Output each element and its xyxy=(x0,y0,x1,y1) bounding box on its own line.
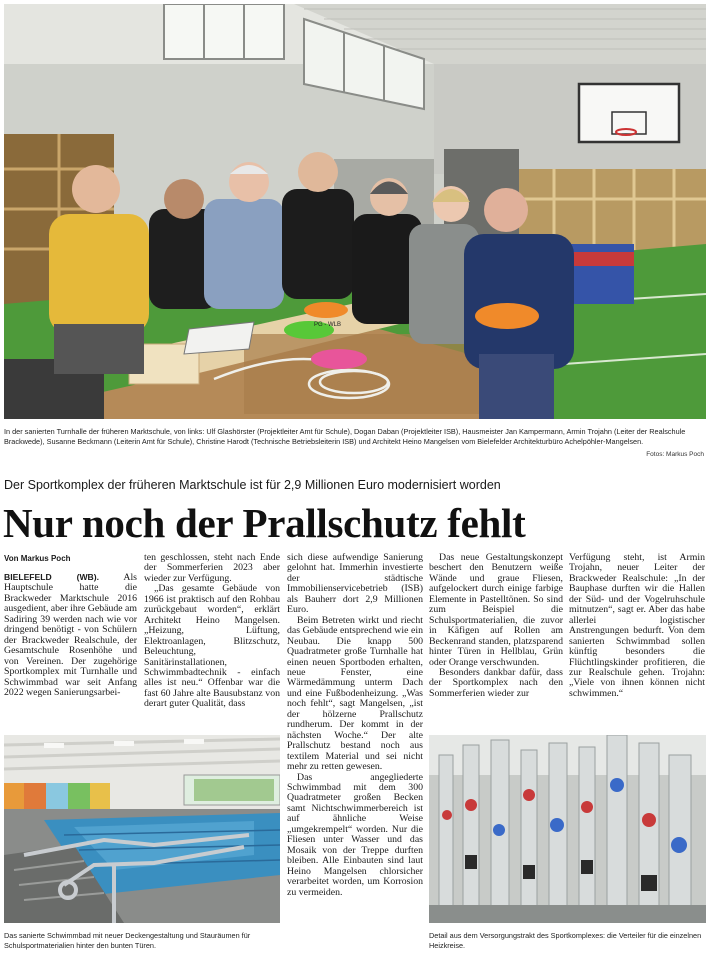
column-5: Verfügung steht, ist Armin Trojahn, neuer Leiter der Brackweder Realschule: „In der Bauphase durften wir die Hallen der Süd- und der Vogelruhschule mitnutzen“, sagt er. Aber das habe allerlei logistischer Anstrengungen bedurft. Von dem sanierten Schwimmbad sollen künftig besonders die Flüchtlingskinder profitieren, die zur Realschule gehen. Trojahn: „Viele von ihnen können nicht schwimmen.“ xyxy=(569,552,705,699)
dateline: BIELEFELD (WB). xyxy=(4,572,100,582)
pool-photo xyxy=(4,735,280,923)
pool-photo-caption: Das sanierte Schwimmbad mit neuer Deckengestaltung und Stauräumen für Schulsportmaterialien hinter den bunten Türen. xyxy=(4,931,251,950)
column-2: ten geschlossen, steht nach Ende der Sommerferien 2023 aber wieder zur Verfügung. „Das gesamte Gebäude von 1966 ist praktisch auf den Rohbau zurückgebaut worden“, erklärt Architekt Heino Mangelsen. „Heizung, Lüftung, Elektroanlagen, Blitzschutz, Beleuchtung, Sanitärinstallationen, Schwimmbadtechnik - einfach alles ist neu.“ Offenbar war die fast 60 Jahre alte Bausubstanz von derart guter Qualität, dass xyxy=(144,552,280,710)
top-photo-caption: In der sanierten Turnhalle der früheren Marktschule, von links: Ulf Glashörster (Projektleiter Amt für Schule), Dogan Daban (Projektleiter ISB), Hausmeister Jan Kampermann, Armin Trojahn (Leiter der Realschule Brackwede), Susanne Beckmann (Leiterin Amt für Schule), Christine Harodt (Technische Betriebsleiterin ISB) und Architekt Heino Mangelsen vom Bielefelder Architekturbüro Achelpöhler-Mangelsen. xyxy=(4,427,686,446)
gym-scene-illustration xyxy=(4,4,706,419)
pipes-illustration xyxy=(429,735,706,923)
pipes-photo-caption: Detail aus dem Versorgungstrakt des Sportkomplexes: die Verteiler für die einzelnen Heizkreise. xyxy=(429,931,702,950)
photo-credit: Fotos: Markus Poch xyxy=(646,451,704,458)
kicker: Der Sportkomplex der früheren Marktschule ist für 2,9 Millionen Euro modernisiert worden xyxy=(4,478,501,492)
pool-illustration xyxy=(4,735,280,923)
byline: Von Markus Poch xyxy=(4,554,71,563)
column-1: BIELEFELD (WB). Als Hauptschule hatte die Brackweder Marktschule 2016 ausgedient, aber ihre Gebäude am Sadiring 39 werden nach wie vor dringend benötigt - von Schülern der Brackweder Realschule, der Gesamtschule Rosenhöhe und von Vereinen. Der zugehörige Sportkomplex mit Turnhalle und Schwimmbad war seit Anfang 2022 wegen Sanierungsarbei- xyxy=(4,572,138,698)
column-4: Das neue Gestaltungskonzept beschert den Benutzern weiße Wände und graue Fliesen, aufgelockert durch einige farbige Elemente in Pastelltönen. So sind zum Beispiel die Schulsportmaterialien, die zuvor in Käfigen auf Rollen am Beckenrand standen, platzsparend hinter Türen in Hellblau, Grün oder Orange verschwunden. Besonders dankbar dafür, dass der Sportkomplex nach den Sommerferien wieder zur xyxy=(429,552,563,699)
frisbee-text: PG - WLB xyxy=(314,322,342,328)
pipes-photo xyxy=(429,735,706,923)
top-photo xyxy=(4,4,706,419)
column-3: sich diese aufwendige Sanierung gelohnt hat. Immerhin investierte der städtische Immobilienservicebetrieb (ISB) als Bauherr dort 2,9 Millionen Euro. Beim Betreten wirkt und riecht das Gebäude entsprechend wie ein Neubau. Die knapp 500 Quadratmeter große Turnhalle hat einen neuen Sportboden erhalten, neue Fenster, eine Wärmedämmung unterm Dach und eine Fußbodenheizung. „Was noch fehlt“, sagt Mangelsen, „ist der hölzerne Prallschutz rundherum. Der kommt in der nächsten Woche.“ Der alte Prallschutz bestand noch aus textilem Material und sei nicht mehr zu retten gewesen. Das angegliederte Schwimmbad mit dem 300 Quadratmeter großen Becken samt Nichtschwimmerbereich ist auf ähnliche Weise „umgekrempelt“ worden. Nur die Fliesen unter Wasser und das Mosaik von der Treppe durften bleiben. Alle Einbauten sind laut Heino Mangelsen chlorsicher verarbeitet worden, um Korrosion zu vermeiden. xyxy=(287,552,423,898)
headline: Nur noch der Prallschutz fehlt xyxy=(3,500,526,546)
